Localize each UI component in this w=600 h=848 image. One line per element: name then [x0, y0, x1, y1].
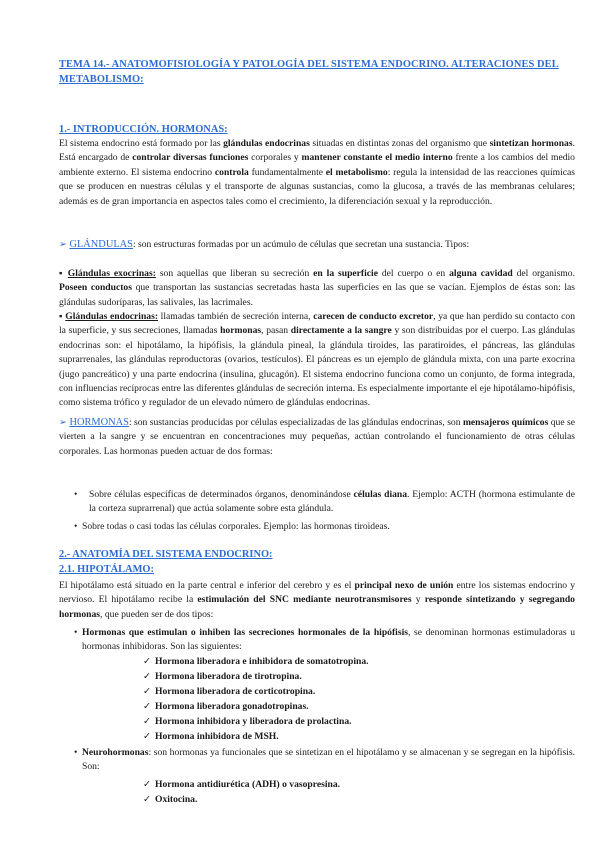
square-bullet-icon: ▪: [59, 268, 68, 279]
checkmark-icon: ✓: [143, 716, 152, 727]
hormonas-paragraph: ➢ HORMONAS: son sustancias producidas por células especializadas de las glándulas endocrinas, son mensajeros químicos que se vierten a la sangre y se encuentran en concentraciones muy pequeñas, actúan controlando el funcionamiento de otras células corporales. Las hormonas pueden actuar de dos formas:: [59, 417, 575, 457]
subsection-heading-hipotalamo: 2.1. HIPOTÁLAMO:: [59, 564, 154, 575]
checkmark-icon: ✓: [143, 779, 152, 790]
arrow-icon: ➢: [59, 239, 68, 250]
intro-paragraph: El sistema endocrino está formado por las glándulas endocrinas situadas en distintas zonas del organismo que sintetizan hormonas. Está encargado de controlar diversas funciones corporales y mantener constante el medio interno frente a los cambios del medio ambiente externo. El sistema endocrino controla fundamentalmente el metabolismo: regula la intensidad de las reacciones químicas que se producen en nuestras células y el transporte de algunas sustancias, como la glucosa, a través de las membranas celulares; además es de gran importancia en aspectos tales como el crecimiento, la diferenciación sexual y la reproducción.: [59, 138, 575, 207]
section-heading-anatomy: 2.- ANATOMÍA DEL SISTEMA ENDOCRINO:: [59, 549, 273, 560]
check-item: ✓ Hormona antidiurética (ADH) o vasopresina.: [143, 778, 340, 793]
bullet-dot-icon: •: [74, 521, 78, 532]
hormonas-bullet-1: Sobre células específicas de determinados órganos, denominándose células diana. Ejemplo: ACTH (hormona estimulante de la corteza suprarrenal) que actúa solamente sobre esta glándula.: [89, 489, 575, 515]
hipotalamo-bullet-1: Hormonas que estimulan o inhiben las secreciones hormonales de la hipófisis, se denominan hormonas estimuladoras u hormonas inhibidoras. Son las siguientes:: [82, 627, 575, 653]
arrow-icon: ➢: [59, 417, 68, 428]
document-title: TEMA 14.- ANATOMOFISIOLOGÍA Y PATOLOGÍA DEL SISTEMA ENDOCRINO. ALTERACIONES DEL METABOLISMO:: [59, 59, 559, 85]
hipotalamo-paragraph: El hipotálamo está situado en la parte central e inferior del cerebro y es el principal nexo de unión entre los sistemas endocrino y nervioso. El hipotálamo recibe la estimulación del SNC mediante neurotransmisores y responde sintetizando y segregando hormonas, que pueden ser de dos tipos:: [59, 580, 575, 620]
checkmark-icon: ✓: [143, 701, 152, 712]
check-item: ✓ Oxitocina.: [143, 793, 197, 808]
hormonas-label: HORMONAS: [69, 417, 129, 428]
checkmark-icon: ✓: [143, 731, 152, 742]
check-item: ✓ Hormona liberadora de corticotropina.: [143, 685, 315, 700]
checkmark-icon: ✓: [143, 794, 152, 805]
check-item: ✓ Hormona inhibidora de MSH.: [143, 730, 279, 745]
check-item: ✓ Hormona inhibidora y liberadora de prolactina.: [143, 715, 352, 730]
bullet-dot-icon: •: [74, 627, 78, 638]
glandulas-heading-line: ➢ GLÁNDULAS: son estructuras formadas por un acúmulo de células que secretan una sustancia. Tipos:: [59, 239, 470, 250]
hipotalamo-bullet-2: Neurohormonas: son hormonas ya funcionales que se sintetizan en el hipotálamo y se almacenan y se segregan en la hipófisis. Son:: [82, 747, 575, 773]
checkmark-icon: ✓: [143, 656, 152, 667]
square-bullet-icon: ▪: [59, 311, 66, 322]
checkmark-icon: ✓: [143, 671, 152, 682]
endocrine-paragraph: ▪ Glándulas endocrinas: llamadas también de secreción interna, carecen de conducto excretor, ya que han perdido su contacto con la superficie, y sus secreciones, llamadas hormonas, pasan directamente a la sangre y son distribuidas por el cuerpo. Las glándulas endocrinas son: el hipotálamo, la hipófisis, la glándula pineal, la glándula tiroides, las paratiroides, el páncreas, las glándulas suprarrenales, las glándulas reproductoras (ovarios, testículos). El páncreas es un ejemplo de glándula mixta, con una parte exocrina (jugo pancreático) y una parte endocrina (insulina, glucagón). El sistema endocrino funciona como un conjunto, de forma integrada, con influencias recíprocas entre las diferentes glándulas de secreción interna. Es especialmente importante el eje hipotálamo-hipófisis, como sistema trófico y regulador de un elevado número de glándulas endocrinas.: [59, 311, 576, 409]
glandulas-label: GLÁNDULAS: [69, 239, 133, 250]
hormonas-bullet-2: Sobre todas o casi todas las células corporales. Ejemplo: las hormonas tiroideas.: [82, 521, 390, 532]
checkmark-icon: ✓: [143, 686, 152, 697]
exocrine-paragraph: ▪ Glándulas exocrinas: son aquellas que liberan su secreción en la superficie del cuerpo o en alguna cavidad del organismo. Poseen conductos que transportan las sustancias secretadas hasta las superficies en las que se vacían. Ejemplos de éstas son: las glándulas sudoríparas, las salivales, las lacrimales.: [59, 268, 575, 308]
check-item: ✓ Hormona liberadora de tirotropina.: [143, 670, 302, 685]
section-heading-introduction: 1.- INTRODUCCIÓN. HORMONAS:: [59, 124, 228, 135]
bullet-dot-icon: •: [74, 747, 78, 758]
bullet-dot-icon: •: [74, 489, 78, 500]
check-item: ✓ Hormona liberadora gonadotropinas.: [143, 700, 309, 715]
check-item: ✓ Hormona liberadora e inhibidora de somatotropina.: [143, 655, 369, 670]
